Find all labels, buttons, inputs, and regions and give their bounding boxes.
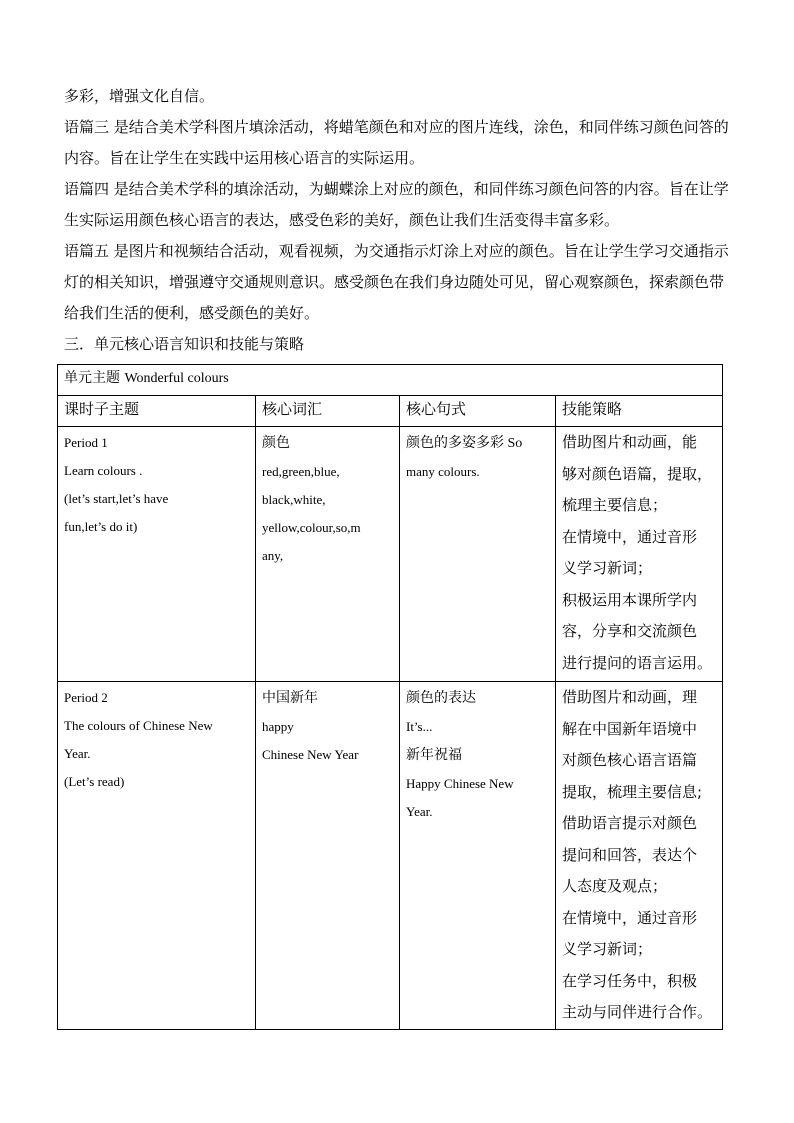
vocabulary-title: 颜色 bbox=[262, 436, 290, 451]
sentence-cell bbox=[400, 427, 556, 682]
table-title-row bbox=[58, 365, 723, 396]
sentence-line: 新年祝福 bbox=[406, 748, 462, 763]
skill-line: 在学习任务中，积极 bbox=[562, 971, 698, 990]
paragraph-text-5: 语篇五 是图片和视频结合活动，观看视频，为交通指示灯涂上对应的颜色。旨在让学生学习交通指示灯的相关知识，增强遵守交通规则意识。感受颜色在我们身边随处可见，留心观察颜色，探索颜色带给我们生活的便利，感受颜色的美好。 bbox=[64, 242, 729, 322]
table-row-period-1 bbox=[58, 427, 723, 682]
header-period: 课时子主题 bbox=[58, 396, 256, 427]
paragraph-text-4: 语篇四 是结合美术学科的填涂活动，为蝴蝶涂上对应的颜色，和同伴练习颜色问答的内容。旨在让学生实际运用颜色核心语言的表达，感受色彩的美好，颜色让我们生活变得丰富多彩。 bbox=[64, 180, 729, 229]
sentence-line: many colours. bbox=[406, 464, 480, 479]
skill-line: 对颜色核心语言语篇 bbox=[562, 751, 698, 769]
table-header-row bbox=[58, 396, 723, 427]
skill-line: 梳理主要信息； bbox=[562, 496, 668, 514]
skill-line: 借助语言提示对颜色 bbox=[562, 814, 698, 832]
vocabulary-line: Chinese New Year bbox=[262, 747, 359, 762]
period-line: (Let’s read) bbox=[64, 774, 125, 789]
skill-line: 够对颜色语篇，提取， bbox=[562, 464, 713, 483]
header-sentence: 核心句式 bbox=[400, 396, 556, 427]
sentence-line: 颜色的多姿多彩 So bbox=[406, 436, 523, 451]
period-line: fun,let’s do it) bbox=[64, 519, 138, 534]
sentence-cell bbox=[400, 682, 556, 1030]
skill-line: 主动与同伴进行合作。 bbox=[562, 1003, 713, 1021]
unit-theme-label: 单元主题 bbox=[64, 370, 125, 386]
unit-table bbox=[57, 364, 723, 1030]
skill-line: 义学习新词； bbox=[562, 559, 653, 577]
period-cell bbox=[58, 682, 256, 1030]
paragraph-text-3: 语篇三 是结合美术学科图片填涂活动，将蜡笔颜色和对应的图片连线，涂色，和同伴练习颜色问答的内容。旨在让学生在实践中运用核心语言的实际运用。 bbox=[64, 118, 729, 167]
period-line: Period 2 bbox=[64, 690, 108, 705]
vocabulary-line: happy bbox=[262, 719, 294, 734]
paragraph-intro-end: 多彩，增强文化自信。 bbox=[64, 87, 215, 105]
vocabulary-line: red,green,blue, bbox=[262, 464, 340, 479]
period-line: Year. bbox=[64, 746, 91, 761]
skill-line: 进行提问的语言运用。 bbox=[562, 653, 713, 672]
header-vocabulary: 核心词汇 bbox=[256, 396, 400, 427]
table-title-cell bbox=[58, 365, 723, 396]
skill-line: 在情境中，通过音形 bbox=[562, 908, 698, 927]
unit-theme-name: Wonderful colours bbox=[124, 371, 229, 386]
skill-line: 借助图片和动画，能 bbox=[562, 433, 698, 451]
period-line: (let’s start,let’s have bbox=[64, 491, 169, 506]
table-row-period-2 bbox=[58, 682, 723, 1030]
vocabulary-title: 中国新年 bbox=[262, 691, 318, 706]
sentence-line: It’s... bbox=[406, 719, 433, 734]
period-line: Period 1 bbox=[64, 435, 108, 450]
sentence-line: 颜色的表达 bbox=[406, 691, 476, 706]
header-skills: 技能策略 bbox=[556, 396, 723, 427]
skills-cell bbox=[556, 427, 723, 682]
sentence-line: Happy Chinese New bbox=[406, 776, 514, 791]
vocabulary-cell bbox=[256, 682, 400, 1030]
skill-line: 容，分享和交流颜色 bbox=[562, 622, 698, 640]
period-line: Learn colours . bbox=[64, 463, 143, 478]
skill-line: 提问和回答，表达个 bbox=[562, 845, 698, 864]
vocabulary-line: black,white, bbox=[262, 492, 326, 507]
skill-line: 在情境中，通过音形 bbox=[562, 527, 698, 546]
skill-line: 人态度及观点； bbox=[562, 877, 668, 895]
skill-line: 借助图片和动画，理 bbox=[562, 688, 698, 706]
period-cell bbox=[58, 427, 256, 682]
skill-line: 积极运用本课所学内 bbox=[562, 590, 698, 609]
skills-cell bbox=[556, 682, 723, 1030]
section-heading: 三．单元核心语言知识和技能与策略 bbox=[64, 335, 305, 353]
period-line: The colours of Chinese New bbox=[64, 718, 213, 733]
vocabulary-line: any, bbox=[262, 548, 284, 563]
skill-line: 解在中国新年语境中 bbox=[562, 719, 698, 738]
skill-line: 提取，梳理主要信息; bbox=[562, 782, 703, 801]
skill-line: 义学习新词； bbox=[562, 940, 653, 958]
sentence-line: Year. bbox=[406, 804, 433, 819]
vocabulary-cell bbox=[256, 427, 400, 682]
vocabulary-line: yellow,colour,so,m bbox=[262, 520, 361, 535]
